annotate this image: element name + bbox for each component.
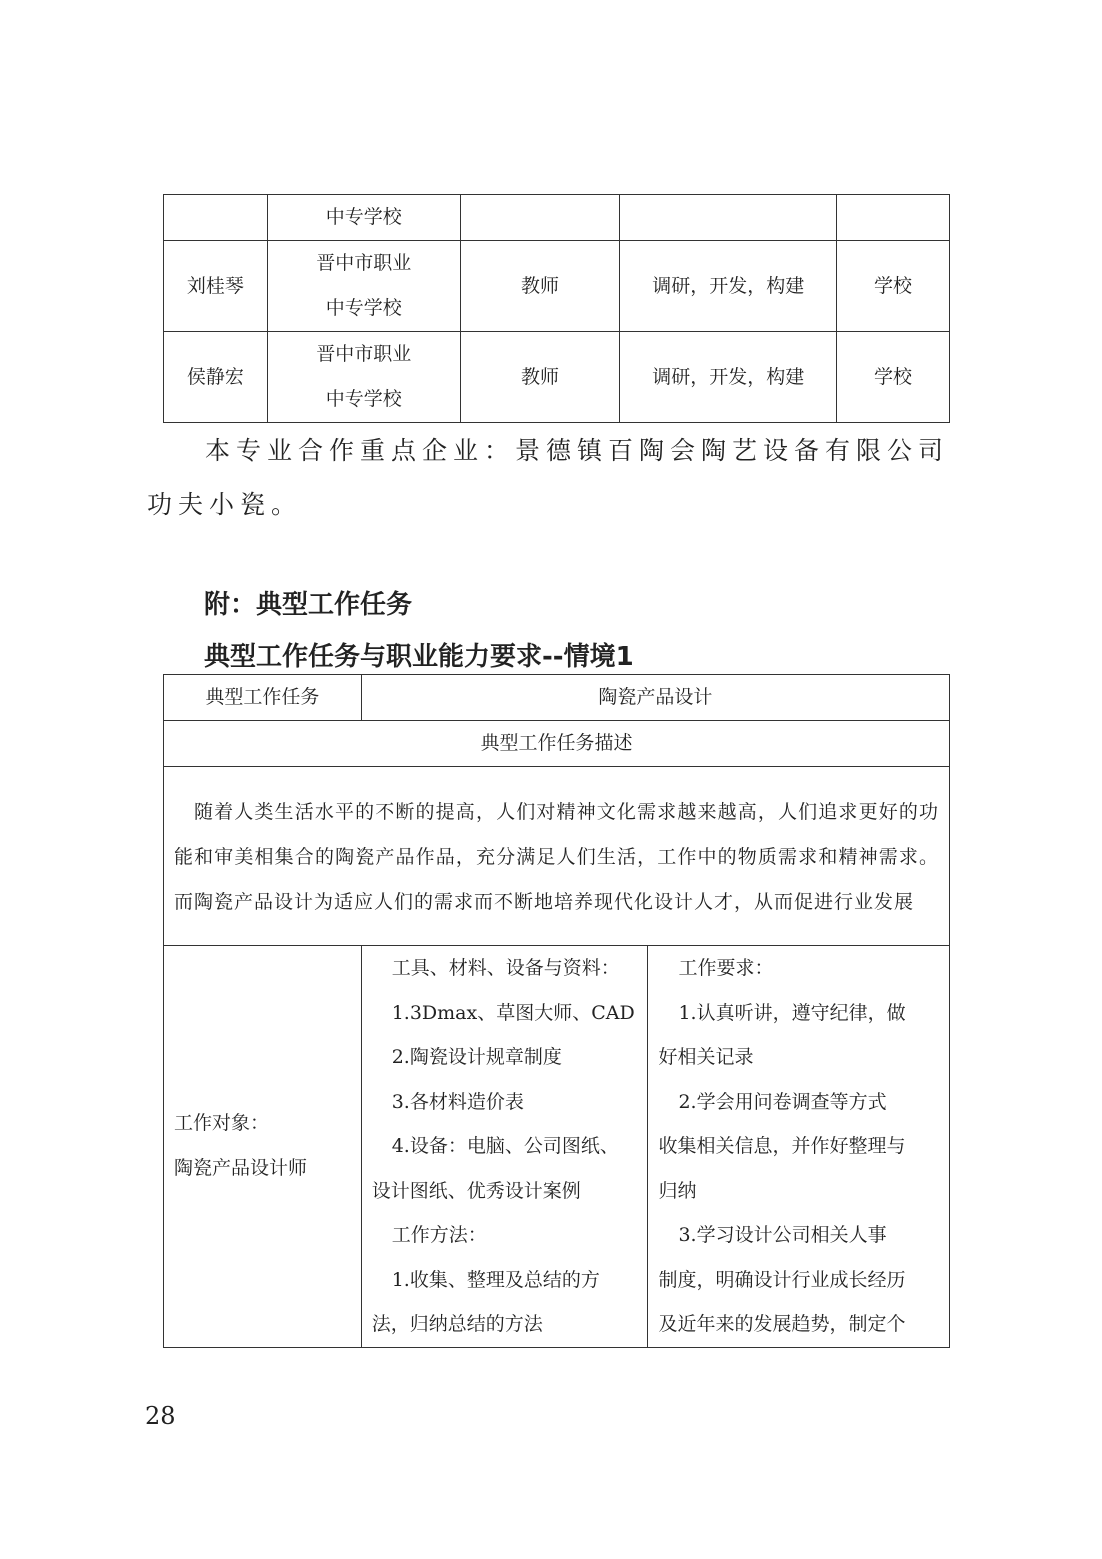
staff-unit-cell [267,241,460,332]
tools-line: 法，归纳总结的方法 [371,1313,543,1335]
requirements-line: 归纳 [658,1179,697,1202]
table-row [164,332,950,423]
appendix-title: 附：典型工作任务 [204,590,413,620]
requirements-line: 收集相关信息，并作好整理与 [658,1135,906,1157]
staff-role-cell [460,195,620,241]
work-object-cell [164,946,362,1348]
table-title: 典型工作任务与职业能力要求--情境1 [204,642,634,672]
requirements-line: 3.学习设计公司相关人事 [678,1224,887,1246]
description-header: 典型工作任务描述 [164,721,950,767]
tools-line: 工作方法： [391,1224,487,1246]
staff-unit-line: 晋中市职业 [316,343,412,365]
staff-unit-line: 晋中市职业 [316,252,412,274]
staff-unit-line: 中专学校 [325,206,402,228]
staff-unit-cell [267,195,460,241]
task-label-cell: 典型工作任务 [164,675,362,721]
staff-affiliation-cell: 学校 [837,332,950,423]
tools-line: 1.收集、整理及总结的方 [391,1268,600,1291]
staff-name-cell: 侯静宏 [164,332,268,423]
requirements-line: 制度，明确设计行业成长经历 [658,1268,906,1291]
staff-affiliation-cell [837,195,950,241]
staff-unit-line: 中专学校 [325,388,402,410]
requirements-line: 2.学会用问卷调查等方式 [678,1090,887,1113]
partner-paragraph: 本专业合作重点企业：景德镇百陶会陶艺设备有限公司功夫小瓷。 [147,436,950,519]
staff-task-cell: 调研，开发，构建 [620,332,837,423]
table-row [164,241,950,332]
requirements-cell [648,946,950,1348]
tools-line: 设计图纸、优秀设计案例 [371,1179,581,1202]
tools-cell [361,946,648,1348]
staff-unit-line: 中专学校 [325,297,402,319]
table-row [164,675,950,721]
staff-task-cell: 调研，开发，构建 [620,241,837,332]
task-value-cell: 陶瓷产品设计 [361,675,949,721]
tools-line: 3.各材料造价表 [391,1090,524,1113]
table-row [164,195,950,241]
staff-role-cell: 教师 [460,332,620,423]
requirements-line: 好相关记录 [658,1046,754,1068]
work-object-value: 陶瓷产品设计师 [174,1157,308,1180]
tools-line: 4.设备：电脑、公司图纸、 [391,1135,619,1157]
table-row [164,767,950,946]
staff-task-cell [620,195,837,241]
staff-unit-cell [267,332,460,423]
page-number: 28 [145,1402,176,1430]
tools-line: 工具、材料、设备与资料： [391,957,620,979]
staff-affiliation-cell: 学校 [837,241,950,332]
task-table [163,674,950,1348]
staff-name-cell: 刘桂琴 [164,241,268,332]
description-text: 随着人类生活水平的不断的提高，人们对精神文化需求越来越高，人们追求更好的功能和审美相集合的陶瓷产品作品，充分满足人们生活，工作中的物质需求和精神需求。而陶瓷产品设计为适应人们的需求而不断地培养现代化设计人才，从而促进行业发展 [164,767,950,946]
table-row [164,721,950,767]
requirements-line: 工作要求： [678,957,774,979]
staff-name-cell [164,195,268,241]
work-object-label: 工作对象： [174,1112,270,1135]
tools-line: 2.陶瓷设计规章制度 [391,1046,562,1068]
table-row [164,946,950,1348]
staff-table [163,194,950,423]
requirements-line: 及近年来的发展趋势，制定个 [658,1313,906,1335]
staff-role-cell: 教师 [460,241,620,332]
requirements-line: 1.认真听讲，遵守纪律，做 [678,1001,906,1024]
tools-line: 1.3Dmax、草图大师、CAD [391,1001,635,1024]
